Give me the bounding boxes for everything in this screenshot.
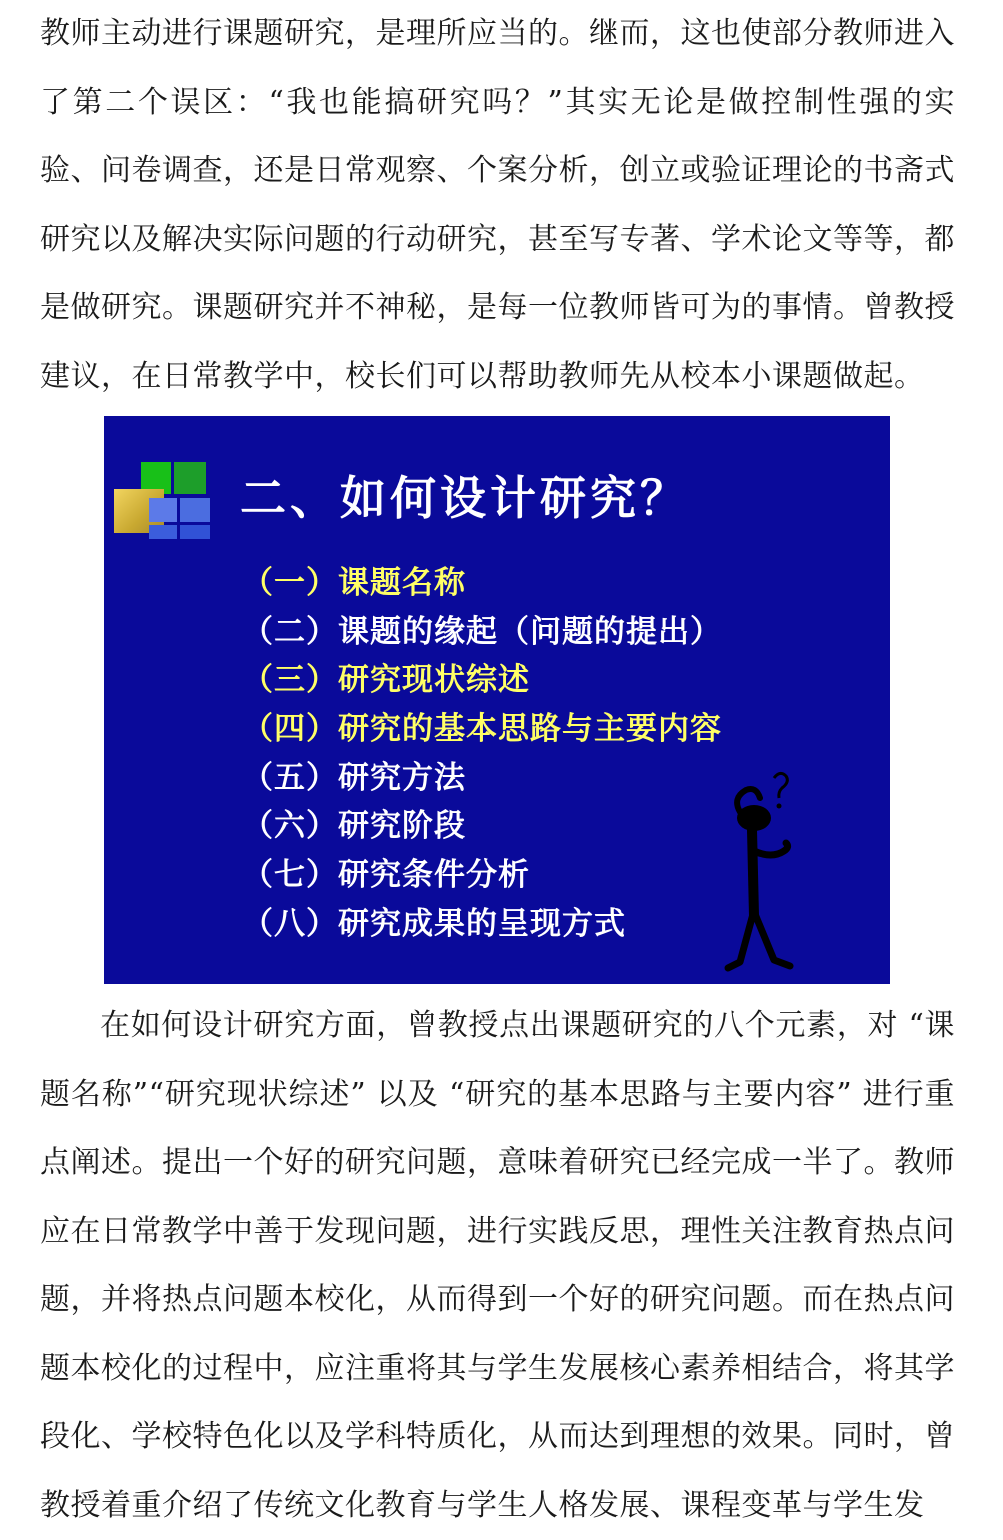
slide-list-item: （七）研究条件分析 (242, 857, 530, 894)
slide-title: 二、如何设计研究？ (240, 471, 690, 525)
slide-image (104, 416, 890, 984)
thinking-figure-icon (704, 766, 814, 976)
slide-list (242, 559, 722, 949)
slide-list-item: （八）研究成果的呈现方式 (242, 905, 626, 942)
slide-logo-icon (114, 460, 219, 545)
slide-list-item: （五）研究方法 (242, 759, 466, 796)
paragraph-top: 教师主动进行课题研究，是理所应当的。继而，这也使部分教师进入了第二个误区：“我也能搞研究吗？”其实无论是做控制性强的实验、问卷调查，还是日常观察、个案分析，创立或验证理论的书斋式研究以及解决实际问题的行动研究，甚至写专著、学术论文等等，都是做研究。课题研究并不神秘，是每一位教师皆可为的事情。曾教授建议，在日常教学中，校长们可以帮助教师先从校本小课题做起。 (40, 16, 955, 394)
slide-list-item: （三）研究现状综述 (242, 662, 530, 699)
slide-list-item: （四）研究的基本思路与主要内容 (242, 711, 722, 748)
slide-list-item: （一）课题名称 (242, 565, 466, 601)
slide-list-item: （二）课题的缘起（问题的提出） (242, 613, 722, 650)
slide-list-item: （六）研究阶段 (242, 808, 466, 845)
paragraph-bottom: 在如何设计研究方面，曾教授点出课题研究的八个元素，对 “课题名称”“研究现状综述” 以及 “研究的基本思路与主要内容” 进行重点阐述。提出一个好的研究问题，意味着研究已经完成一半了。教师应在日常教学中善于发现问题，进行实践反思，理性关注教育热点问题，并将热点问题本校化，从而得到一个好的研究问题。而在热点问题本校化的过程中，应注重将其与学生发展核心素养相结合，将其学段化、学校特色化以及学科特质化，从而达到理想的效果。同时，曾教授着重介绍了传统文化教育与学生人格发展、课程变革与学生发 (40, 1008, 955, 1523)
